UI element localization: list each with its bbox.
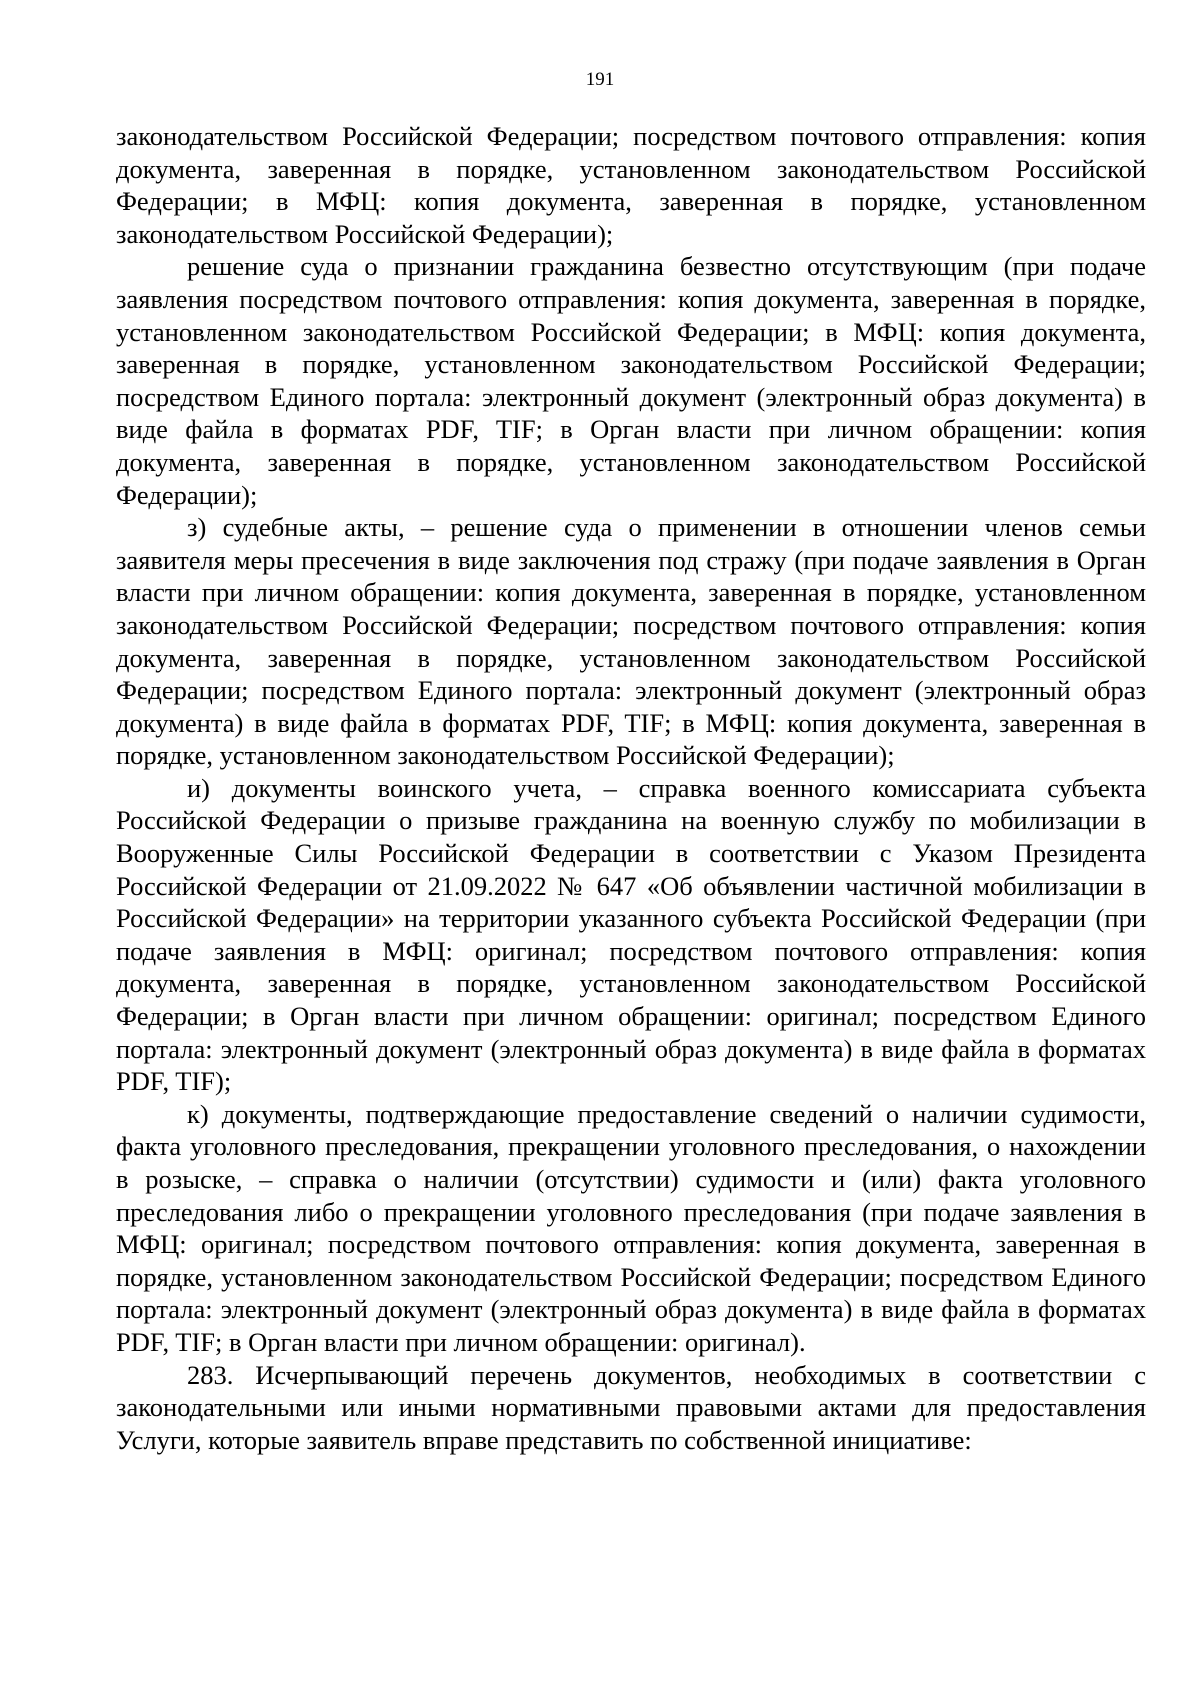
paragraph-military-records: и) документы воинского учета, – справка военного комиссариата субъекта Российской Федерации о призыве гражданина на военную службу по мобилизации в Вооруженные Силы Российской Федерации в соответствии с Указом Президента Российской Федерации от 21.09.2022 № 647 «Об объявлении частичной мобилизации в Российской Федерации» на территории указанного субъекта Российской Федерации (при подаче заявления в МФЦ: оригинал; посредством почтового отправления: копия документа, заверенная в порядке, установленном законодательством Российской Федерации; в Орган власти при личном обращении: оригинал; посредством Единого портала: электронный документ (электронный образ документа) в виде файла в форматах PDF, TIF); (116, 772, 1146, 1097)
paragraph-criminal-record: к) документы, подтверждающие предоставление сведений о наличии судимости, факта уголовного преследования, прекращении уголовного преследования, о нахождении в розыске, – справка о наличии (отсутствии) судимости и (или) факта уголовного преследования либо о прекращении уголовного преследования (при подаче заявления в МФЦ: оригинал; посредством почтового отправления: копия документа, заверенная в порядке, установленном законодательством Российской Федерации; посредством Единого портала: электронный документ (электронный образ документа) в виде файла в форматах PDF, TIF; в Орган власти при личном обращении: оригинал). (116, 1098, 1146, 1357)
page-number: 191 (585, 69, 615, 90)
paragraph-judicial-acts: з) судебные акты, – решение суда о применении в отношении членов семьи заявителя меры пресечения в виде заключения под стражу (при подаче заявления в Орган власти при личном обращении: копия документа, заверенная в порядке, установленном законодательством Российской Федерации; посредством почтового отправления: копия документа, заверенная в порядке, установленном законодательством Российской Федерации; посредством Единого портала: электронный документ (электронный образ документа) в виде файла в форматах PDF, TIF; в МФЦ: копия документа, заверенная в порядке, установленном законодательством Российской Федерации); (116, 512, 1146, 771)
document-body (116, 120, 1146, 1456)
paragraph-continuation: законодательством Российской Федерации; посредством почтового отправления: копия документа, заверенная в порядке, установленном законодательством Российской Федерации; в МФЦ: копия документа, заверенная в порядке, установленном законодательством Российской Федерации); (116, 121, 1146, 249)
paragraph-court-decision-missing: решение суда о признании гражданина безвестно отсутствующим (при подаче заявления посредством почтового отправления: копия документа, заверенная в порядке, установленном законодательством Российской Федерации; в МФЦ: копия документа, заверенная в порядке, установленном законодательством Российской Федерации; посредством Единого портала: электронный документ (электронный образ документа) в виде файла в форматах PDF, TIF; в Орган власти при личном обращении: копия документа, заверенная в порядке, установленном законодательством Российской Федерации); (116, 251, 1146, 510)
paragraph-283: 283. Исчерпывающий перечень документов, необходимых в соответствии с законодательными или иными нормативными правовыми актами для предоставления Услуги, которые заявитель вправе представить по собственной инициативе: (116, 1359, 1146, 1455)
